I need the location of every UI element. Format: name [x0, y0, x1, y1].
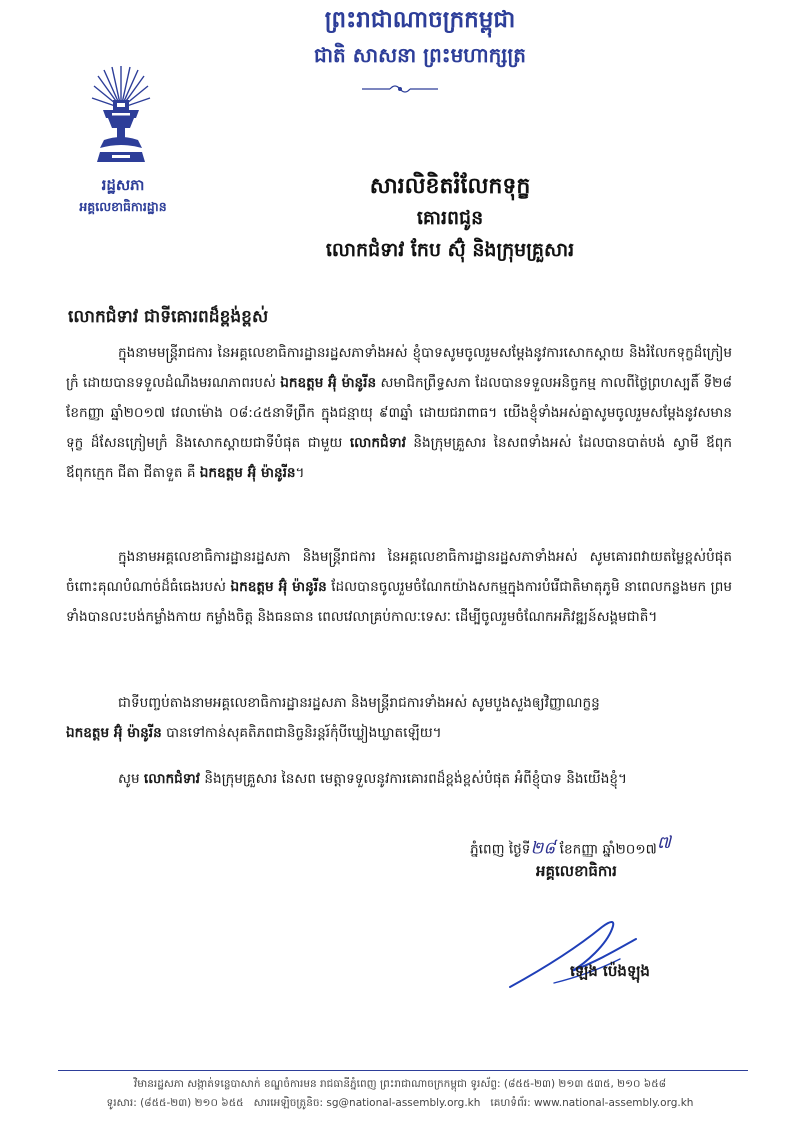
respectfully-to: គោរពជូន: [416, 207, 484, 229]
letter-title: សារលិខិតរំលែកទុក្ខ: [369, 174, 531, 199]
paragraph-prayer: [66, 688, 732, 748]
handwritten-day: ២៨: [530, 838, 556, 859]
p3-text-a: ជាទីបញ្ចប់តាងនាមអគ្គលេខាធិការដ្ឋានរដ្ឋសភា និងមន្ត្រីរាជការទាំងអស់ សូមបួងសួងឲ្យវិញ្ញាណក្ខន្ធ: [118, 695, 600, 711]
month-year: ខែកញ្ញា ឆ្នាំ២០១៧: [559, 841, 657, 858]
recipient-line: លោកជំទាវ កែប ស៊ុំ និងក្រុមគ្រួសារ: [325, 239, 575, 261]
institution-name: រដ្ឋសភា: [101, 176, 145, 194]
p1-end: ។: [295, 465, 305, 481]
divider-ornament-icon: [360, 82, 440, 96]
p1-text-a: ក្នុងនាមមន្ត្រីរាជការ នៃអគ្គលេខាធិការដ្ឋានរដ្ឋសភាទាំងអស់ ខ្ញុំបាទសូមចូលរួមសម្តែងនូវការសោកស្តាយ និងរំលែកទុក្ខដ៏ក្រៀមក្រំ ដោយបានទទួលដំណឹងមរណភាពរបស់: [66, 345, 732, 391]
deceased-name: ឯកឧត្តម អ៊ុំ ម៉ានូរីន: [66, 725, 162, 741]
recipient-inline: លោកជំទាវ: [143, 771, 200, 787]
deceased-name: ឯកឧត្តម អ៊ុំ ម៉ានូរីន: [230, 579, 327, 595]
footer-email[interactable]: sg@national-assembly.org.kh: [326, 1097, 481, 1109]
paragraph-tribute: [66, 542, 732, 632]
p1-text-b: សមាជិកព្រឹទ្ធសភា ដែលបានទទួលអនិច្ចកម្ម កាលពីថ្ងៃព្រហស្បតិ៍ ទី២៨ ខែកញ្ញា ឆ្នាំ២០១៧ វេលាម៉ោង ០៨:៤៥នាទីព្រឹក ក្នុងជន្មាយុ ៩៣ឆ្នាំ ដោយជរាពាធ។ យើងខ្ញុំទាំងអស់គ្នាសូមចូលរួមសម្តែងនូវសមានទុក្ខ ដ៏សែនក្រៀមក្រំ និងសោកស្តាយជាទីបំផុត ជាមួយ: [66, 375, 732, 451]
handwritten-year-suffix: ៧: [656, 833, 671, 853]
p1-text-c: និងក្រុមគ្រួសារ នៃសពទាំងអស់ ដែលបានបាត់បង់ ស្វាមី ឪពុក ឪពុកក្មេក ជីតា ជីតាទួត គឺ: [66, 435, 733, 481]
p2-text-b: ដែលបានចូលរួមចំណែកយ៉ាងសកម្មក្នុងការបំរើជាតិមាតុភូមិ នាពេលកន្លងមក ព្រមទាំងបានលះបង់កម្លាំងកាយ កម្លាំងចិត្ត និងធនធាន ពេលវេលាគ្រប់កាលៈទេសៈ ដើម្បីចូលរួមចំណែកអភិវឌ្ឍន៍សង្គមជាតិ។: [66, 579, 732, 625]
paragraph-closing: [66, 764, 732, 794]
salutation: លោកជំទាវ ជាទីគោរពដ៏ខ្ពង់ខ្ពស់: [68, 307, 269, 327]
p3-text-b: បានទៅកាន់សុគតិភពជានិច្ចនិរន្តរ៍កុំបីឃ្លៀងឃ្លាតឡើយ។: [161, 725, 442, 741]
footer-contacts: [0, 1097, 800, 1112]
footer-fax: ទូរសារ: (៨៥៥-២៣) ២១០ ៦៥៥: [106, 1097, 244, 1109]
department-name: អគ្គលេខាធិការដ្ឋាន: [79, 199, 167, 214]
place-label: ភ្នំពេញ ថ្ងៃទី: [470, 841, 531, 858]
footer-email-label: សារអេឡិចត្រូនិច:: [253, 1097, 324, 1109]
deceased-name: ឯកឧត្តម អ៊ុំ ម៉ានូរីន: [199, 465, 296, 481]
signer-name: ឡេង ប៉េងឡុង: [570, 962, 650, 980]
footer-divider: [58, 1070, 748, 1071]
p2-text-a: ក្នុងនាមអគ្គលេខាធិការដ្ឋានរដ្ឋសភា និងមន្ត្រីរាជការ នៃអគ្គលេខាធិការដ្ឋានរដ្ឋសភាទាំងអស់ សូមគោរពវាយតម្លៃខ្ពស់បំផុតចំពោះគុណបំណាច់ដ៏ធំធេងរបស់: [66, 549, 732, 595]
footer-address: វិមានរដ្ឋសភា សង្កាត់ទន្លេបាសាក់ ខណ្ឌចំការមន រាជធានីភ្នំពេញ ព្រះរាជាណាចក្រកម្ពុជា ទូរស័ព្ទ: (៨៥៥-២៣) ២១៣ ៥៣៥, ២១០ ៦៥៨: [133, 1078, 667, 1090]
deceased-name: ឯកឧត្តម អ៊ុំ ម៉ានូរីន: [280, 375, 377, 391]
recipient-inline: លោកជំទាវ: [349, 435, 406, 451]
national-assembly-emblem-icon: [90, 62, 152, 166]
national-motto: ជាតិ សាសនា ព្រះមហាក្សត្រ: [314, 43, 526, 67]
p4-text-b: និងក្រុមគ្រួសារ នៃសព មេត្តាទទួលនូវការគោរពដ៏ខ្ពង់ខ្ពស់បំផុត អំពីខ្ញុំបាទ និងយើងខ្ញុំ។: [200, 771, 627, 787]
signer-title: អគ្គលេខាធិការ: [536, 862, 617, 880]
footer-web-label: គេហទំព័រ:: [490, 1097, 531, 1109]
p4-text-a: សូម: [118, 771, 144, 787]
kingdom-heading: ព្រះរាជាណាចក្រកម្ពុជា: [324, 7, 516, 33]
date-line: [470, 832, 671, 863]
footer-website[interactable]: www.national-assembly.org.kh: [533, 1097, 694, 1109]
paragraph-condolence: [66, 338, 732, 488]
